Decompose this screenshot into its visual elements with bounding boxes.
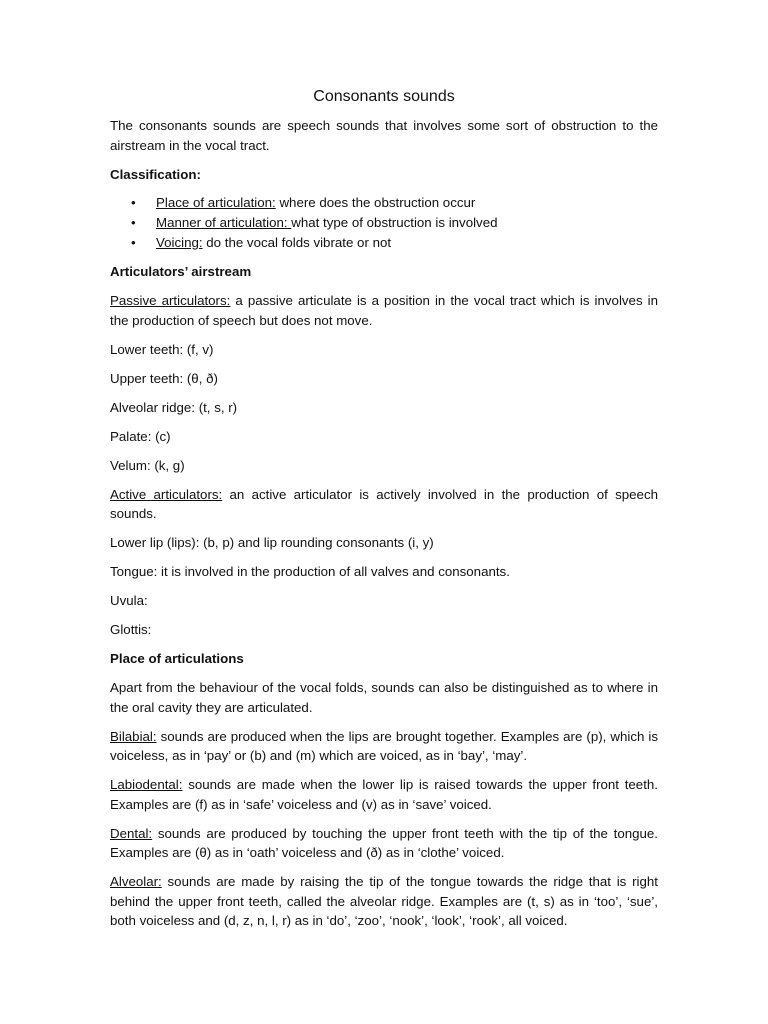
active-item: Uvula: [110, 593, 148, 608]
active-item: Glottis: [110, 622, 152, 637]
passive-item: Palate: (c) [110, 428, 171, 444]
place-paragraph-dental [110, 824, 658, 863]
place-text: sounds are made by raising the tip of the tongue towards the ridge that is right behind the upper front teeth, called the alveolar ridge. Examples are (t, s) as in ‘too’, ‘sue’, both voiceless and (d, z, n, l, r) as in ‘do’, ‘zoo’, ‘nook’, ‘look’, ‘rook’, all voiced. [110, 874, 658, 928]
place-intro: Apart from the behaviour of the vocal folds, sounds can also be distinguished as to where in the oral cavity they are articulated. [110, 680, 658, 715]
place-text: sounds are produced when the lips are brought together. Examples are (p), which is voiceless, as in ‘pay’ or (b) and (m) which are voiced, as in ‘bay’, ‘may’. [110, 728, 658, 763]
active-term: Active articulators: [110, 486, 223, 502]
place-text: sounds are produced by touching the upper front teeth with the tip of the tongue. Examples are (θ) as in ‘oath’ voiceless and (ð) as in ‘clothe’ voiced. [110, 825, 658, 860]
place-paragraph-alveolar [110, 872, 658, 931]
page-title: Consonants sounds [313, 88, 455, 105]
place-text: sounds are made when the lower lip is raised towards the upper front teeth. Examples are (f) as in ‘safe’ voiceless and (v) as in ‘save’ voiced. [110, 777, 658, 812]
list-text: where does the obstruction occur [275, 194, 476, 210]
list-term: Voicing: [156, 234, 203, 250]
bullet-icon: • [131, 214, 136, 230]
place-heading: Place of articulations [110, 651, 244, 666]
active-item: Tongue: it is involved in the production of all valves and consonants. [110, 564, 510, 579]
list-item [110, 193, 658, 213]
list-text: do the vocal folds vibrate or not [202, 234, 392, 250]
list-term: Place of articulation: [156, 194, 276, 210]
passive-item: Upper teeth: (θ, ð) [110, 370, 218, 386]
passive-item: Velum: (k, g) [110, 457, 185, 473]
place-term: Alveolar: [110, 874, 162, 889]
list-item [110, 213, 658, 233]
passive-item: Alveolar ridge: (t, s, r) [110, 399, 238, 415]
list-text: what type of obstruction is involved [291, 214, 498, 230]
list-term: Manner of articulation: [156, 214, 292, 230]
active-paragraph [110, 485, 658, 524]
list-item [110, 233, 658, 253]
bullet-icon: • [131, 194, 136, 210]
document-body [110, 86, 658, 940]
place-paragraph-bilabial [110, 727, 658, 766]
passive-paragraph [110, 291, 658, 330]
place-term: Bilabial: [110, 728, 157, 744]
passive-term: Passive articulators: [110, 293, 231, 308]
active-text: an active articulator is actively involved in the production of speech sounds. [110, 486, 658, 521]
passive-text: a passive articulate is a position in the vocal tract which is involves in the production of speech but does not move. [110, 293, 658, 328]
active-item: Lower lip (lips): (b, p) and lip rounding consonants (i, y) [110, 535, 434, 550]
place-term: Dental: [110, 825, 153, 841]
classification-list [110, 193, 658, 253]
place-term: Labiodental: [110, 777, 183, 792]
intro-paragraph: The consonants sounds are speech sounds that involves some sort of obstruction to the airstream in the vocal tract. [110, 118, 658, 153]
bullet-icon: • [131, 234, 136, 250]
articulators-heading: Articulators’ airstream [110, 264, 252, 279]
classification-heading: Classification: [110, 166, 201, 182]
place-paragraph-labiodental [110, 775, 658, 814]
passive-item: Lower teeth: (f, v) [110, 341, 214, 357]
